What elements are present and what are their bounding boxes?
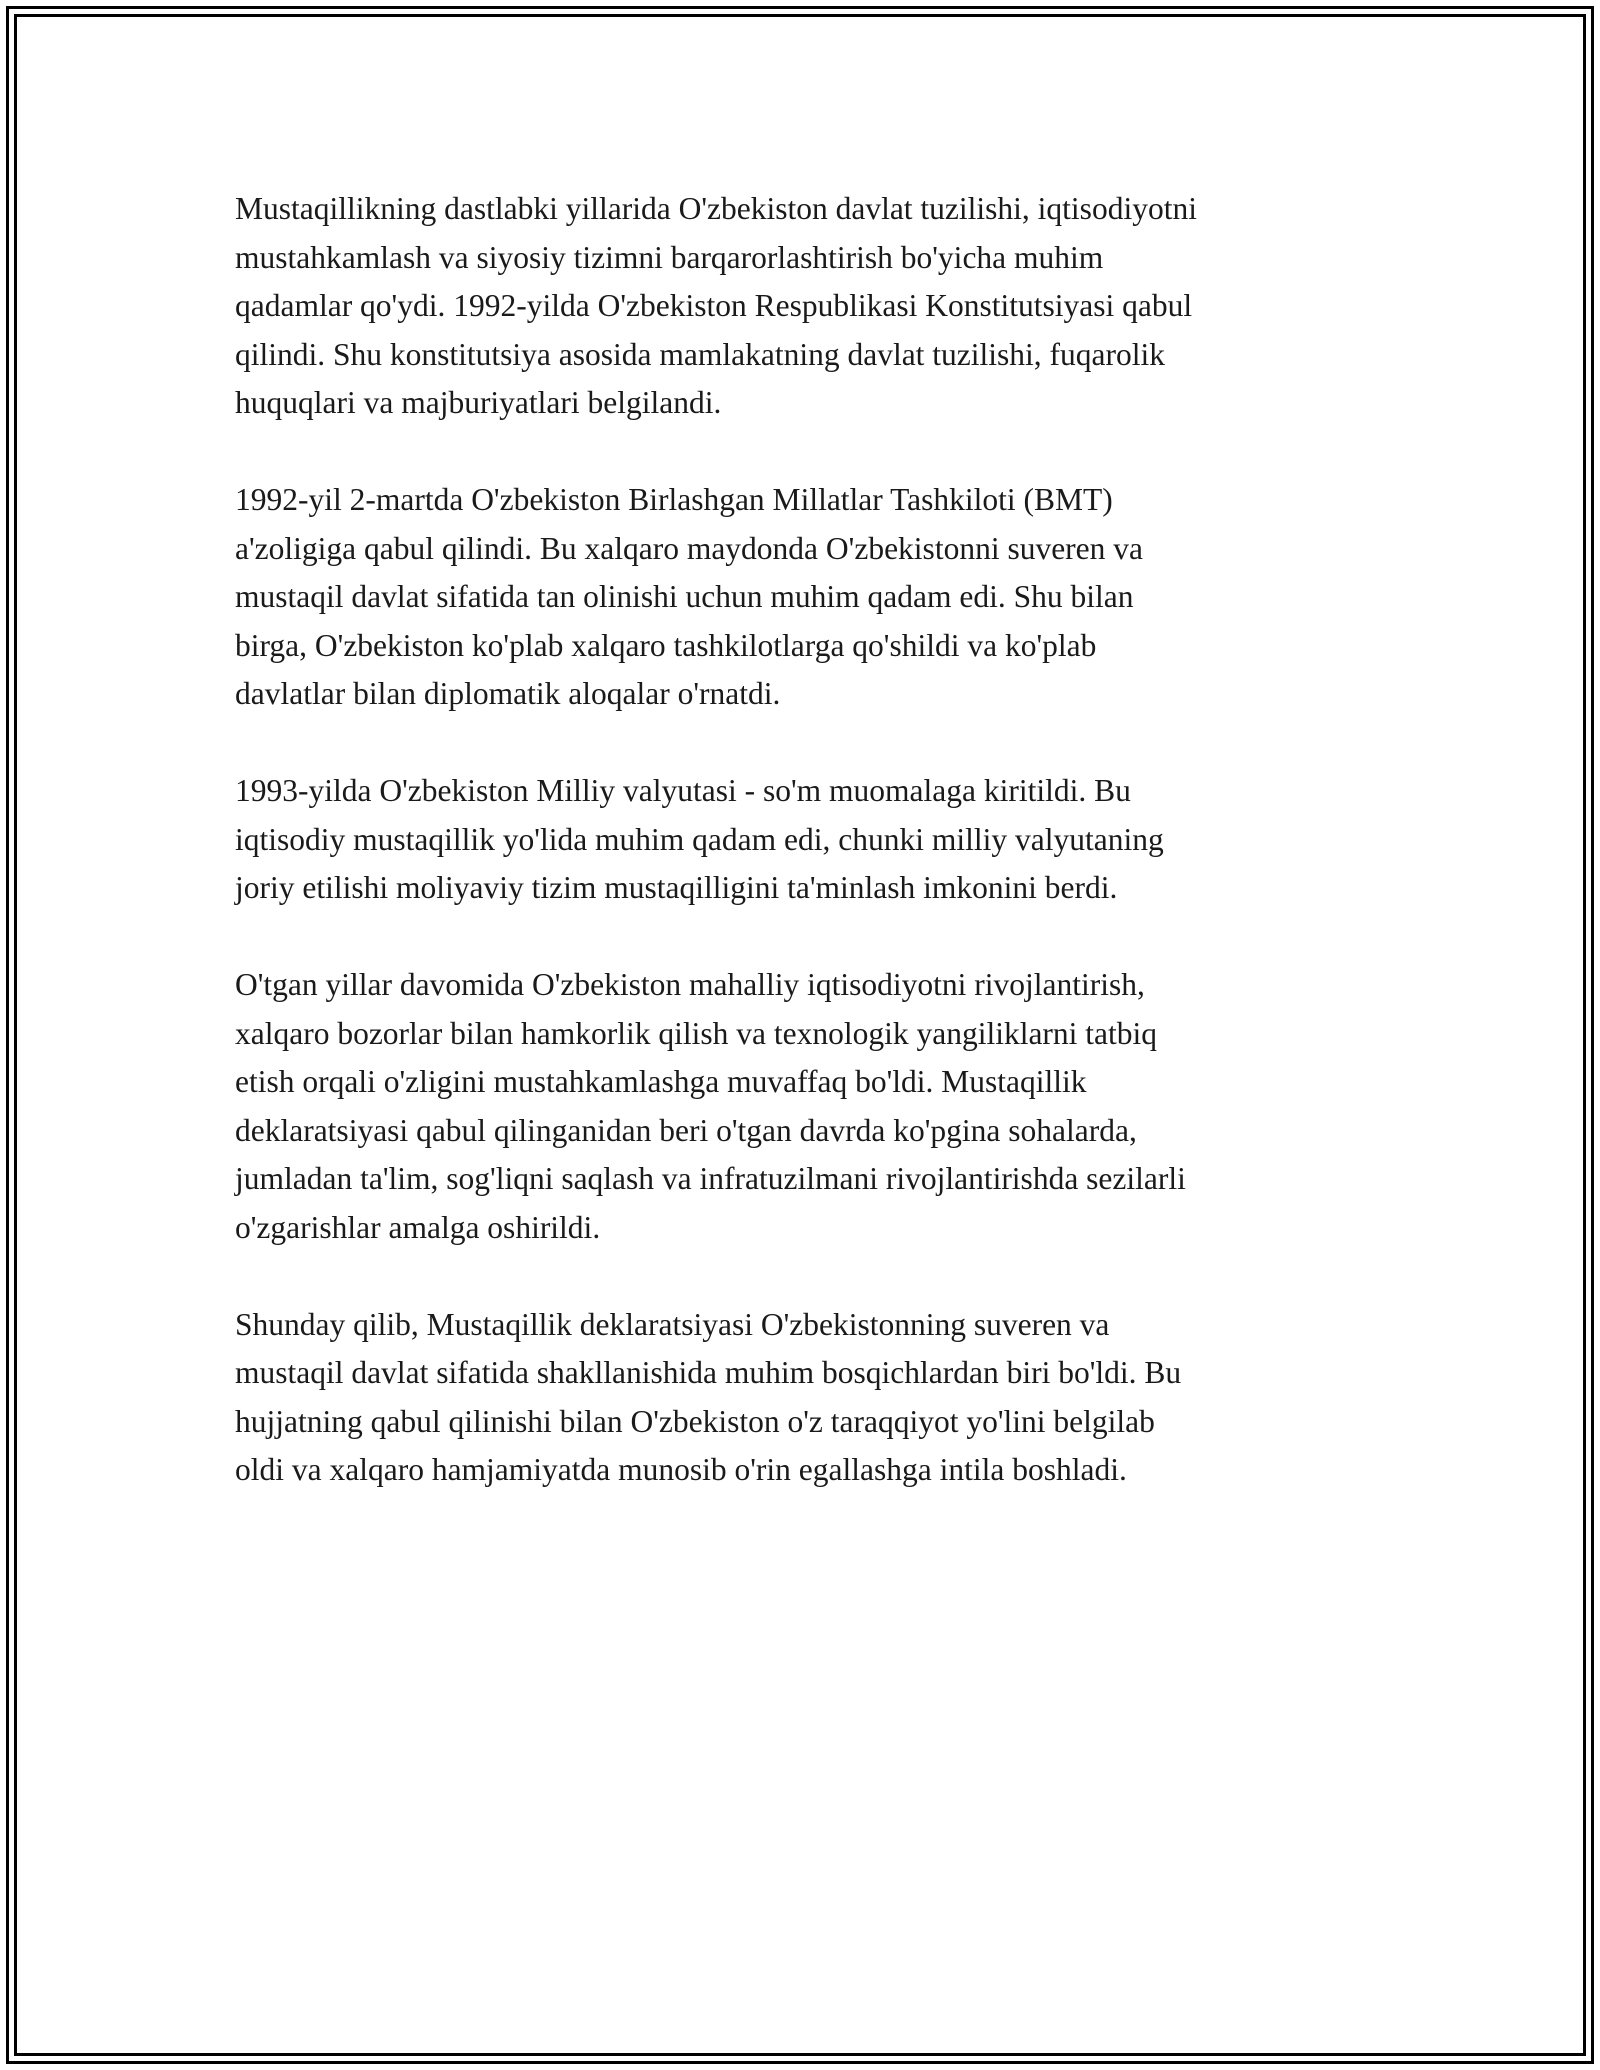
paragraph-4: O'tgan yillar davomida O'zbekiston mahalliy iqtisodiyotni rivojlantirish, xalqaro bozorlar bilan hamkorlik qilish va texnologik yangiliklarni tatbiq etish orqali o'zligini mustahkamlashga muvaffaq bo'ldi. Mustaqillik deklaratsiyasi qabul qilinganidan beri o'tgan davrda ko'pgina sohalarda, jumladan ta'lim, sog'liqni saqlash va infratuzilmani rivojlantirishda sezilarli o'zgarishlar amalga oshirildi.	[235, 967, 1186, 1245]
paragraph-2: 1992-yil 2-martda O'zbekiston Birlashgan Millatlar Tashkiloti (BMT) a'zoligiga qabul qilindi. Bu xalqaro maydonda O'zbekistonni suveren va mustaqil davlat sifatida tan olinishi uchun muhim qadam edi. Shu bilan birga, O'zbekiston ko'plab xalqaro tashkilotlarga qo'shildi va ko'plab davlatlar bilan diplomatik aloqalar o'rnatdi.	[235, 482, 1144, 711]
paragraph-1: Mustaqillikning dastlabki yillarida O'zbekiston davlat tuzilishi, iqtisodiyotni mustahkamlash va siyosiy tizimni barqarorlashtirish bo'yicha muhim qadamlar qo'ydi. 1992-yilda O'zbekiston Respublikasi Konstitutsiyasi qabul qilindi. Shu konstitutsiya asosida mamlakatning davlat tuzilishi, fuqarolik huquqlari va majburiyatlari belgilandi.	[235, 191, 1197, 420]
paragraph-5: Shunday qilib, Mustaqillik deklaratsiyasi O'zbekistonning suveren va mustaqil davlat sifatida shakllanishida muhim bosqichlardan biri bo'ldi. Bu hujjatning qabul qilinishi bilan O'zbekiston o'z taraqqiyot yo'lini belgilab oldi va xalqaro hamjamiyatda munosib o'rin egallashga intila boshladi.	[235, 1306, 1182, 1487]
paragraph-3: 1993-yilda O'zbekiston Milliy valyutasi - so'm muomalaga kiritildi. Bu iqtisodiy mustaqillik yo'lida muhim qadam edi, chunki milliy valyutaning joriy etilishi moliyaviy tizim mustaqilligini ta'minlash imkonini berdi.	[235, 773, 1164, 905]
document-body	[235, 185, 1375, 1543]
